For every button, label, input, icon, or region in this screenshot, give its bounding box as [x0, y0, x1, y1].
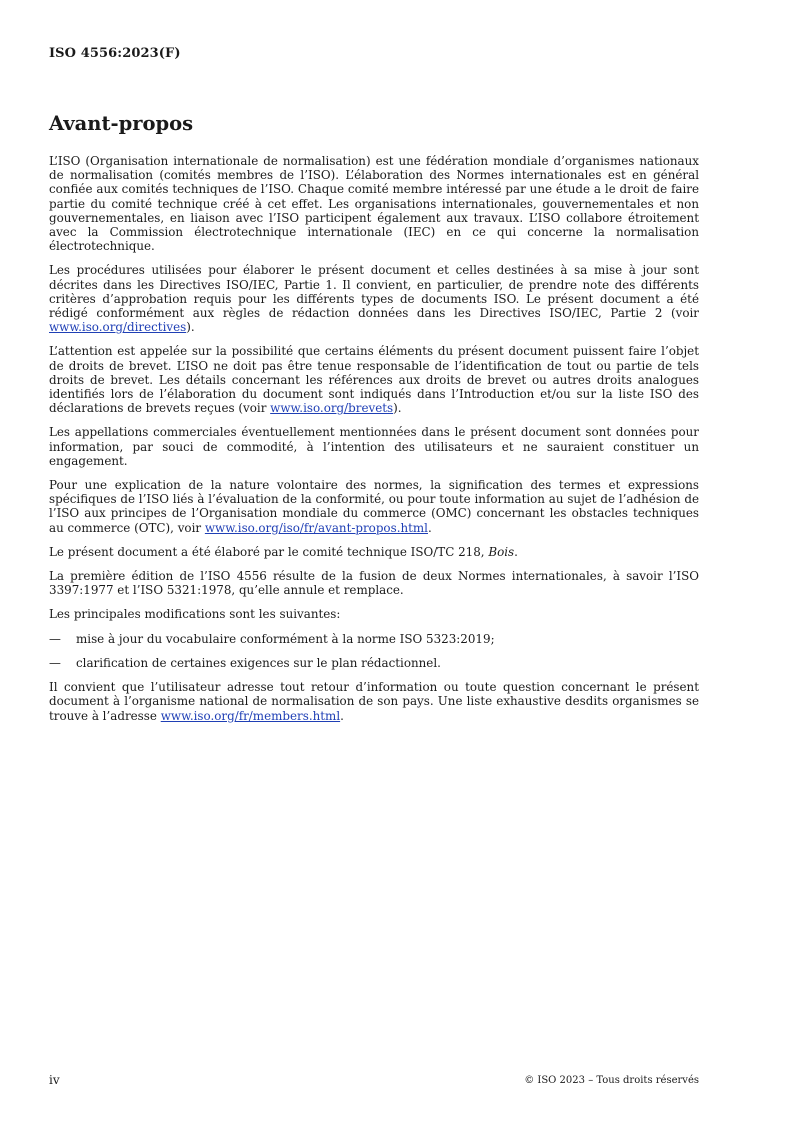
paragraph-text: Il convient que l’utilisateur adresse tout retour d’information ou toute question concernant le présent document à l’organisme national de normalisation de son pays. Une liste exhaustive desdits organismes se trouve à l’adresse [49, 680, 699, 723]
paragraph-first-edition: La première édition de l’ISO 4556 résulte de la fusion de deux Normes internationales, à savoir l’ISO 3397:1977 et l’ISO 5321:1978, qu’elle annule et remplace. [49, 569, 699, 598]
paragraph-text: Les procédures utilisées pour élaborer le présent document et celles destinées à sa mise à jour sont décrites dans les Directives ISO/IEC, Partie 1. Il convient, en particulier, de prendre note des différents critères d’approbation requis pour les différents types de documents ISO. Le présent document a été rédigé conformément aux règles de rédaction données dans les Directives ISO/IEC, Partie 2 (voir [49, 263, 699, 321]
foreword-info-link[interactable]: www.iso.org/iso/fr/avant-propos.html [204, 520, 428, 535]
paragraph-trade-names: Les appellations commerciales éventuellement mentionnées dans le présent document sont données pour information, par souci de commodité, à l’intention des utilisateurs et ne sauraient constituer un engagement. [49, 425, 699, 468]
paragraph-iso-intro: L’ISO (Organisation internationale de normalisation) est une fédération mondiale d’organismes nationaux de normalisation (comités membres de l’ISO). L’élaboration des Normes internationales est en général confiée aux comités techniques de l’ISO. Chaque comité membre intéressé par une étude a le droit de faire partie du comité technique créé à cet effet. Les organisations internationales, gouvernementales et non gouvernementales, en liaison avec l’ISO participent également aux travaux. L’ISO collabore étroitement avec la Commission électrotechnique internationale (IEC) en ce qui concerne la normalisation électrotechnique. [49, 154, 699, 254]
dash-bullet: — [49, 631, 61, 646]
paragraph-committee [49, 545, 699, 559]
list-item [49, 656, 699, 670]
paragraph-patents [49, 344, 699, 415]
paragraph-text: ). [186, 320, 195, 335]
dash-bullet: — [49, 655, 61, 670]
list-item-text: mise à jour du vocabulaire conformément à la norme ISO 5323:2019; [76, 631, 495, 646]
paragraph-text: . [514, 544, 518, 559]
patents-link[interactable]: www.iso.org/brevets [270, 401, 394, 416]
paragraph-voluntary-nature [49, 478, 699, 535]
foreword-body [49, 154, 699, 733]
paragraph-text: Le présent document a été élaboré par le comité technique ISO/TC 218, [49, 544, 489, 559]
list-item [49, 632, 699, 646]
committee-name: Bois [488, 544, 515, 559]
page-number: iv [49, 1073, 60, 1087]
members-link[interactable]: www.iso.org/fr/members.html [160, 708, 341, 723]
paragraph-text: ). [393, 401, 402, 416]
paragraph-text: . [340, 708, 344, 723]
document-id: ISO 4556:2023(F) [49, 46, 181, 61]
copyright-notice: © ISO 2023 – Tous droits réservés [524, 1075, 699, 1086]
paragraph-text: Pour une explication de la nature volontaire des normes, la signification des termes et expressions spécifiques de l’ISO liés à l’évaluation de la conformité, ou pour toute information au sujet de l’adhésion de l’ISO aux principes de l’Organisation mondiale du commerce (OMC) concernant les obstacles techniques au commerce (OTC), voir [49, 478, 699, 535]
paragraph-text: L’attention est appelée sur la possibilité que certains éléments du présent document puissent faire l’objet de droits de brevet. L’ISO ne doit pas être tenue responsable de l’identification de tout ou partie de tels droits de brevet. Les détails concernant les références aux droits de brevet ou autres droits analogues identifiés lors de l’élaboration du document sont indiqués dans l’Introduction et/ou sur la liste ISO des déclarations de brevets reçues (voir [49, 344, 699, 416]
paragraph-feedback [49, 680, 699, 723]
paragraph-procedures [49, 263, 699, 334]
paragraph-changes-intro: Les principales modifications sont les suivantes: [49, 607, 341, 622]
page-title: Avant-propos [49, 112, 194, 135]
list-item-text: clarification de certaines exigences sur le plan rédactionnel. [76, 655, 441, 670]
paragraph-text: . [428, 520, 432, 535]
directives-link[interactable]: www.iso.org/directives [49, 320, 187, 335]
